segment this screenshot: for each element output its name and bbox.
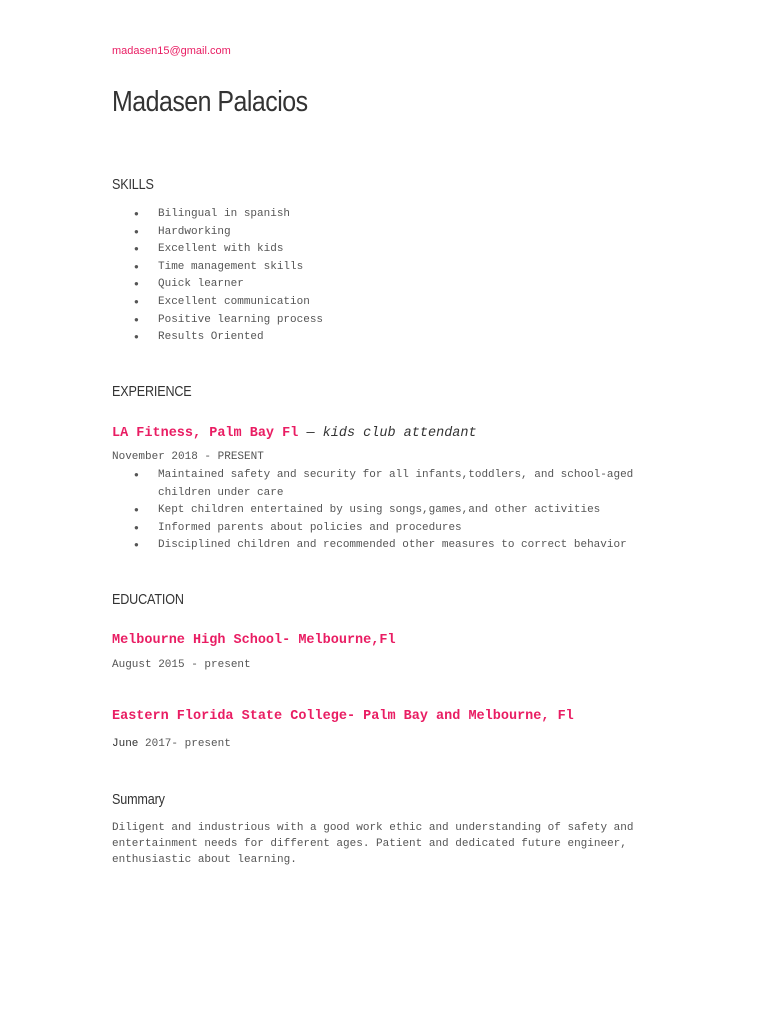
job-duties-list: [112, 467, 672, 555]
job-employer: LA Fitness, Palm Bay Fl: [112, 426, 299, 441]
school-dates-month: June: [112, 738, 139, 750]
skills-list: [112, 206, 672, 347]
school-dates-rest: 2017- present: [138, 738, 231, 750]
job-duty-item: ● Informed parents about policies and procedures: [112, 520, 672, 538]
summary-heading: Summary: [112, 791, 165, 808]
job-duty-item: ● Kept children entertained by using songs,games,and other activities: [112, 502, 672, 520]
job-title: [112, 426, 477, 441]
candidate-name: Madasen Palacios: [112, 86, 308, 118]
school-name: Eastern Florida State College- Palm Bay and Melbourne, Fl: [112, 709, 574, 724]
skill-item: ● Time management skills: [112, 259, 672, 277]
skill-item: ● Results Oriented: [112, 329, 672, 347]
school-name: Melbourne High School- Melbourne,Fl: [112, 633, 396, 648]
experience-heading: EXPERIENCE: [112, 383, 192, 400]
school-dates: August 2015 - present: [112, 659, 251, 671]
skill-item: ● Excellent communication: [112, 294, 672, 312]
job-duty-item: ● Maintained safety and security for all infants,toddlers, and school-aged children under care: [112, 467, 672, 502]
job-role: kids club attendant: [322, 426, 477, 441]
skills-heading: SKILLS: [112, 176, 154, 193]
skill-item: ● Excellent with kids: [112, 241, 672, 259]
job-separator: —: [306, 426, 315, 441]
education-heading: EDUCATION: [112, 591, 184, 608]
school-dates: [112, 738, 231, 750]
skill-item: ● Hardworking: [112, 224, 672, 242]
skill-item: ● Positive learning process: [112, 312, 672, 330]
skill-item: ● Bilingual in spanish: [112, 206, 672, 224]
skill-item: ● Quick learner: [112, 276, 672, 294]
job-duty-item: ● Disciplined children and recommended other measures to correct behavior: [112, 537, 672, 555]
summary-text: Diligent and industrious with a good work ethic and understanding of safety and entertainment needs for different ages. Patient and dedicated future engineer, enthusiastic about learning.: [112, 822, 634, 866]
email-link[interactable]: madasen15@gmail.com: [112, 45, 231, 57]
job-dates: November 2018 - PRESENT: [112, 451, 264, 463]
